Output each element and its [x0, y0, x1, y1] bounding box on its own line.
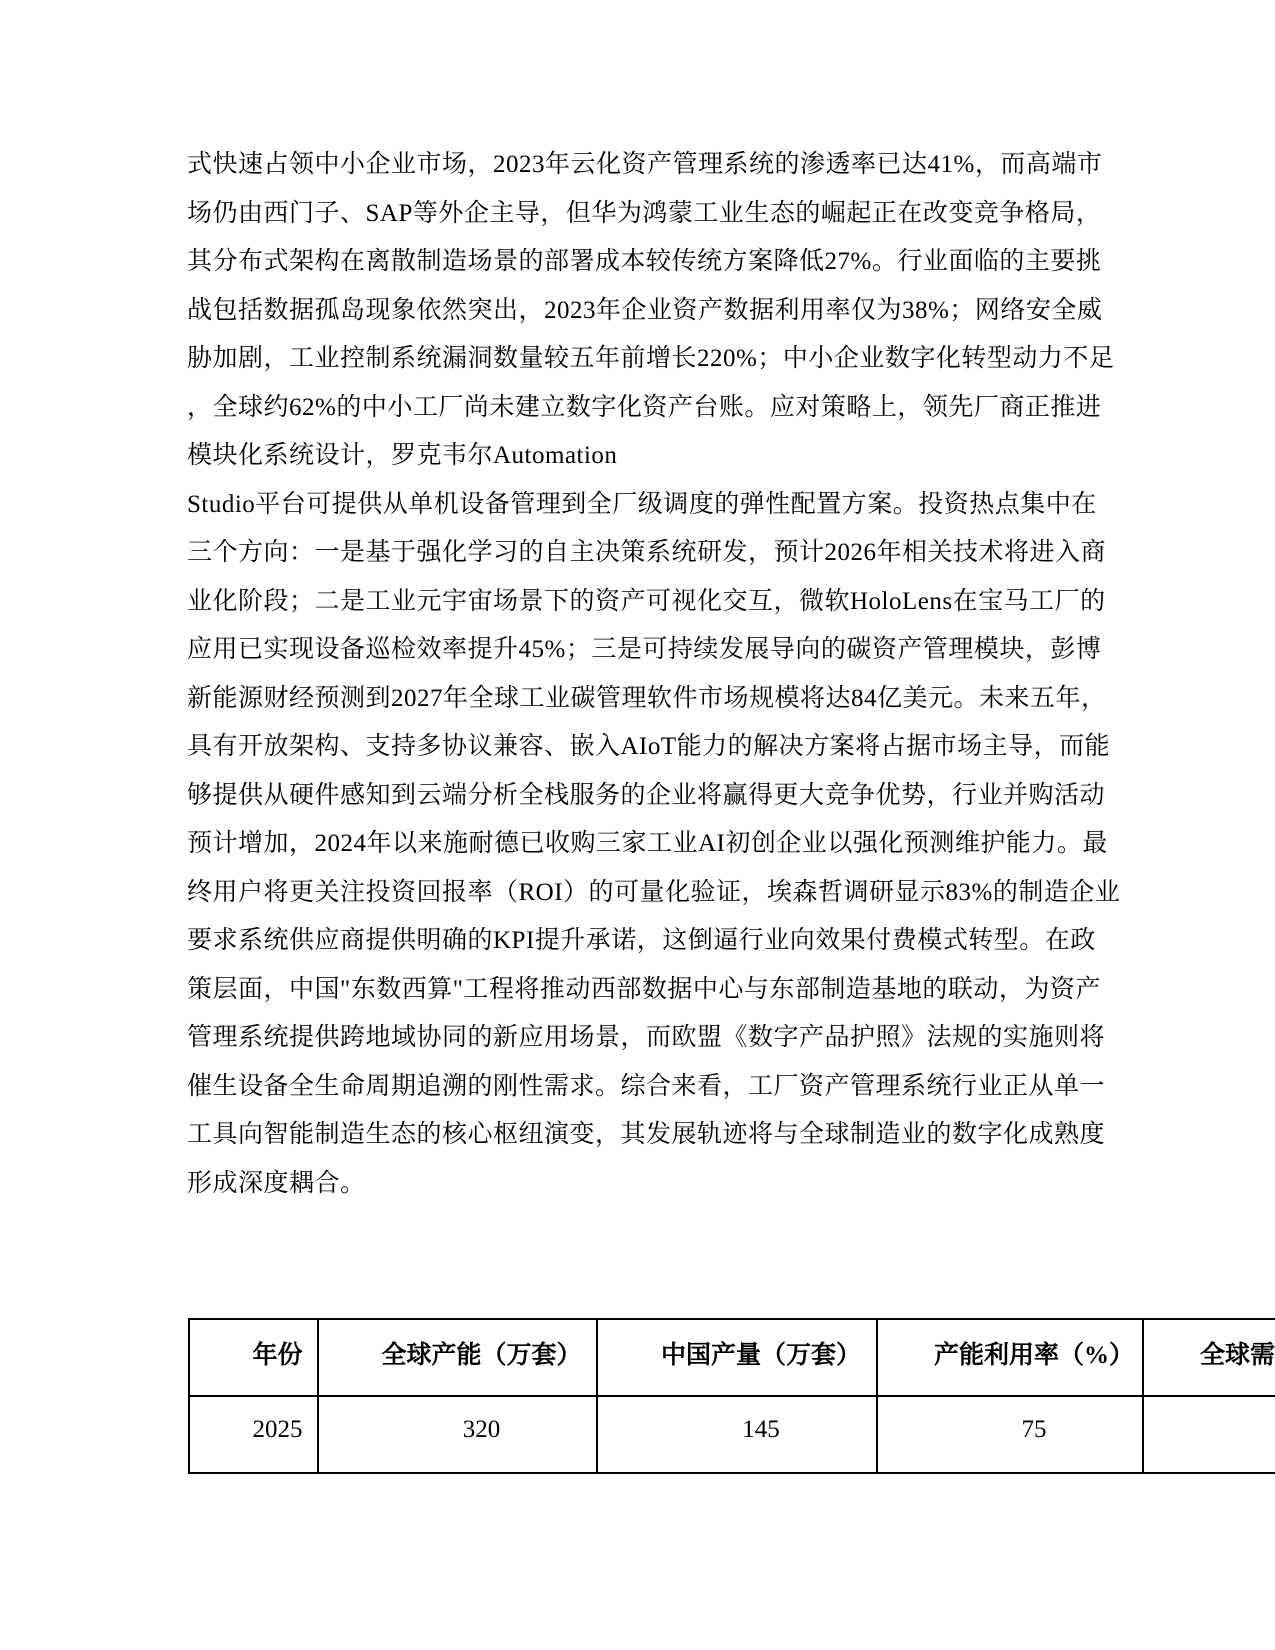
paragraph-line: 管理系统提供跨地域协同的新应用场景，而欧盟《数字产品护照》法规的实施则将 [187, 1024, 1106, 1051]
paragraph-line: 要求系统供应商提供明确的KPI提升承诺，这倒逼行业向效果付费模式转型。在政 [187, 927, 1096, 954]
table-header-global-capacity: 全球产能（万套） [318, 1319, 597, 1396]
table-header-global-demand-clipped: 全球需 [1143, 1319, 1275, 1396]
paragraph-line: 形成深度耦合。 [187, 1169, 366, 1197]
paragraph-line: 场仍由西门子、SAP等外企主导，但华为鸿蒙工业生态的崛起正在改变竞争格局， [187, 199, 1102, 227]
paragraph-line: 战包括数据孤岛现象依然突出，2023年企业资产数据利用率仅为38%；网络安全威 [187, 296, 1103, 324]
table-header-year: 年份 [189, 1319, 318, 1396]
table-header-row [189, 1319, 1275, 1396]
capacity-table [188, 1318, 1275, 1474]
table-cell-utilization: 75 [877, 1396, 1143, 1473]
paragraph-line: 式快速占领中小企业市场，2023年云化资产管理系统的渗透率已达41%，而高端市 [187, 151, 1103, 178]
paragraph-line: ，全球约62%的中小工厂尚未建立数字化资产台账。应对策略上，领先厂商正推进 [187, 393, 1102, 421]
paragraph-line: Studio平台可提供从单机设备管理到全厂级调度的弹性配置方案。投资热点集中在 [187, 490, 1097, 518]
paragraph-line: 胁加剧，工业控制系统漏洞数量较五年前增长220%；中小企业数字化转型动力不足 [187, 345, 1115, 372]
table-cell-china-output: 145 [597, 1396, 877, 1473]
table-cell-global-demand-clipped [1143, 1396, 1275, 1473]
paragraph-line: 催生设备全生命周期追溯的刚性需求。综合来看，工厂资产管理系统行业正从单一 [187, 1072, 1106, 1100]
paragraph-line: 预计增加，2024年以来施耐德已收购三家工业AI初创企业以强化预测维护能力。最 [187, 830, 1108, 857]
table-cell-year: 2025 [189, 1396, 318, 1473]
paragraph-line: 策层面，中国"东数西算"工程将推动西部数据中心与东部制造基地的联动，为资产 [187, 975, 1101, 1003]
paragraph-line: 模块化系统设计，罗克韦尔Automation [187, 442, 618, 469]
paragraph-line: 工具向智能制造生态的核心枢纽演变，其发展轨迹将与全球制造业的数字化成熟度 [187, 1121, 1106, 1148]
paragraph-line: 其分布式架构在离散制造场景的部署成本较传统方案降低27%。行业面临的主要挑 [187, 248, 1102, 275]
paragraph-line: 够提供从硬件感知到云端分析全栈服务的企业将赢得更大竞争优势，行业并购活动 [187, 781, 1106, 809]
table-header-utilization: 产能利用率（%） [877, 1319, 1143, 1396]
paragraph-line: 应用已实现设备巡检效率提升45%；三是可持续发展导向的碳资产管理模块，彭博 [187, 636, 1102, 663]
paragraph-line: 新能源财经预测到2027年全球工业碳管理软件市场规模将达84亿美元。未来五年， [187, 684, 1107, 712]
paragraph-line: 具有开放架构、支持多协议兼容、嵌入AIoT能力的解决方案将占据市场主导，而能 [187, 733, 1111, 760]
paragraph-line: 业化阶段；二是工业元宇宙场景下的资产可视化交互，微软HoloLens在宝马工厂的 [187, 587, 1106, 615]
body-paragraph [187, 141, 1187, 1208]
paragraph-line: 终用户将更关注投资回报率（ROI）的可量化验证，埃森哲调研显示83%的制造企业 [187, 878, 1121, 906]
table-header-china-output: 中国产量（万套） [597, 1319, 877, 1396]
table-row [189, 1396, 1275, 1473]
paragraph-line: 三个方向：一是基于强化学习的自主决策系统研发，预计2026年相关技术将进入商 [187, 539, 1107, 566]
table-cell-global-capacity: 320 [318, 1396, 597, 1473]
